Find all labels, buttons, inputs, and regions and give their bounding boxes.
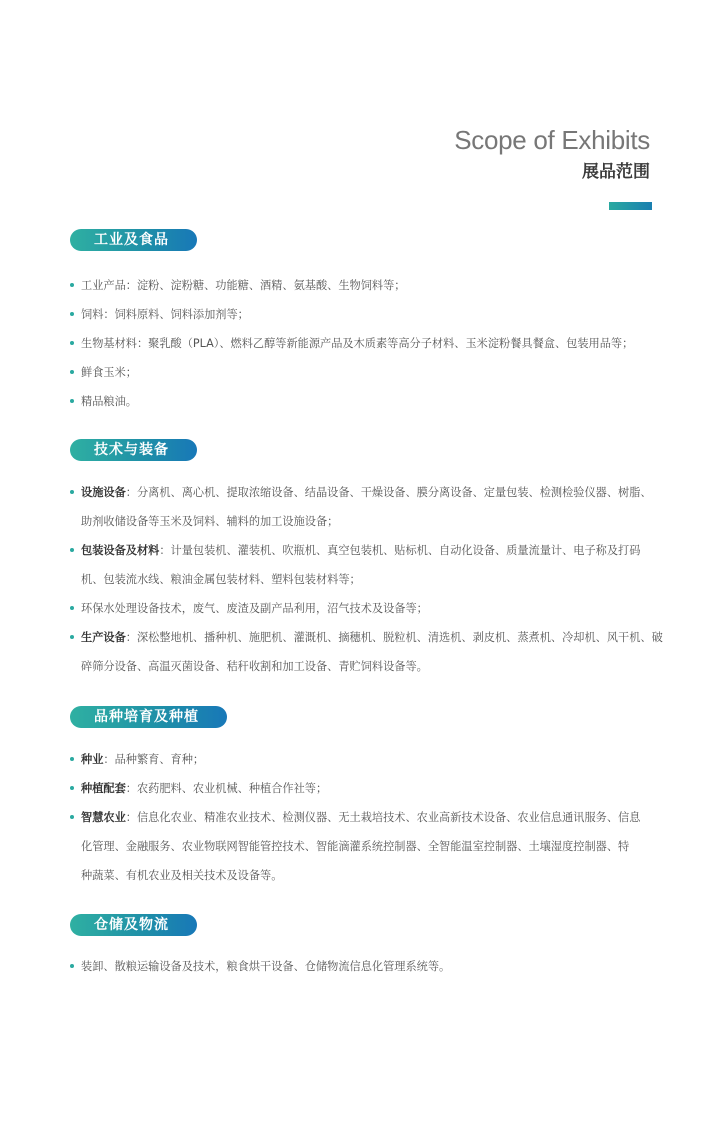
bullet-dot	[70, 370, 74, 374]
item-label: 生产设备	[81, 631, 126, 644]
item-list	[70, 478, 670, 681]
list-item	[70, 952, 670, 981]
item-text-continued: 化管理、金融服务、农业物联网智能管控技术、智能滴灌系统控制器、全智能温室控制器、土壤湿度控制器、特	[81, 840, 630, 853]
page-header	[454, 124, 650, 183]
bullet-dot	[70, 635, 74, 639]
bullet-dot	[70, 312, 74, 316]
section-title: 工业及食品	[70, 229, 197, 251]
bullet-dot	[70, 548, 74, 552]
item-text-continued: 助剂收储设备等玉米及饲料、辅料的加工设施设备；	[81, 515, 339, 528]
list-item	[70, 623, 670, 681]
list-item	[70, 300, 670, 329]
list-item	[70, 594, 670, 623]
title-chinese: 展品范围	[582, 162, 650, 182]
item-list	[70, 745, 670, 890]
bullet-dot	[70, 786, 74, 790]
title-english: Scope of Exhibits	[454, 125, 650, 155]
item-text-continued: 机、包装流水线、粮油金属包装材料、塑料包装材料等；	[81, 573, 361, 586]
bullet-dot	[70, 283, 74, 287]
item-list	[70, 271, 670, 416]
section-industry-food	[70, 229, 670, 416]
item-text: 装卸、散粮运输设备及技术，粮食烘干设备、仓储物流信息化管理系统等。	[81, 960, 451, 973]
section-title: 技术与装备	[70, 439, 197, 461]
item-label: 种植配套	[81, 782, 126, 795]
item-text: 工业产品：淀粉、淀粉糖、功能糖、酒精、氨基酸、生物饲料等；	[81, 279, 406, 292]
item-text: 精品粮油。	[81, 395, 137, 408]
item-text: 环保水处理设备技术，废气、废渣及副产品利用，沼气技术及设备等；	[81, 602, 428, 615]
bullet-dot	[70, 341, 74, 345]
item-text-continued: 碎筛分设备、高温灭菌设备、秸秆收割和加工设备、青贮饲料设备等。	[81, 660, 428, 673]
bullet-dot	[70, 757, 74, 761]
list-item	[70, 358, 670, 387]
item-text: 饲料：饲料原料、饲料添加剂等；	[81, 308, 249, 321]
section-title: 品种培育及种植	[70, 706, 227, 728]
bullet-dot	[70, 606, 74, 610]
item-text: ：分离机、离心机、提取浓缩设备、结晶设备、干燥设备、膜分离设备、定量包装、检测检验仪器、树脂、	[125, 486, 652, 499]
bullet-dot	[70, 815, 74, 819]
item-label: 设施设备	[81, 486, 126, 499]
bullet-dot	[70, 490, 74, 494]
item-text: ：计量包装机、灌装机、吹瓶机、真空包装机、贴标机、自动化设备、质量流量计、电子称及打码	[159, 544, 641, 557]
item-text: ：信息化农业、精准农业技术、检测仪器、无土栽培技术、农业高新技术设备、农业信息通讯服务、信息	[125, 811, 641, 824]
item-text: ：深松整地机、播种机、施肥机、灌溉机、摘穗机、脱粒机、清选机、剥皮机、蒸煮机、冷却机、风干机、破	[125, 631, 663, 644]
list-item	[70, 536, 670, 594]
list-item	[70, 271, 670, 300]
section-technology-equipment	[70, 439, 670, 681]
item-text-continued: 种蔬菜、有机农业及相关技术及设备等。	[81, 869, 283, 882]
item-label: 包装设备及材料	[81, 544, 160, 557]
item-list	[70, 952, 670, 981]
section-title: 仓储及物流	[70, 914, 197, 936]
item-label: 智慧农业	[81, 811, 126, 824]
section-storage-logistics	[70, 914, 670, 981]
list-item	[70, 478, 670, 536]
bullet-dot	[70, 964, 74, 968]
item-text: 生物基材料：聚乳酸（PLA）、燃料乙醇等新能源产品及木质素等高分子材料、玉米淀粉餐具餐盒、包装用品等；	[81, 337, 634, 350]
item-text: 鲜食玉米；	[81, 366, 137, 379]
list-item	[70, 329, 670, 358]
item-text: ：农药肥料、农业机械、种植合作社等；	[125, 782, 328, 795]
list-item	[70, 387, 670, 416]
item-text: ：品种繁育、育种；	[103, 753, 205, 766]
list-item	[70, 774, 670, 803]
bullet-dot	[70, 399, 74, 403]
list-item	[70, 745, 670, 774]
list-item	[70, 803, 670, 890]
section-breeding-planting	[70, 706, 670, 890]
title-accent-bar	[609, 202, 652, 210]
item-label: 种业	[81, 753, 104, 766]
